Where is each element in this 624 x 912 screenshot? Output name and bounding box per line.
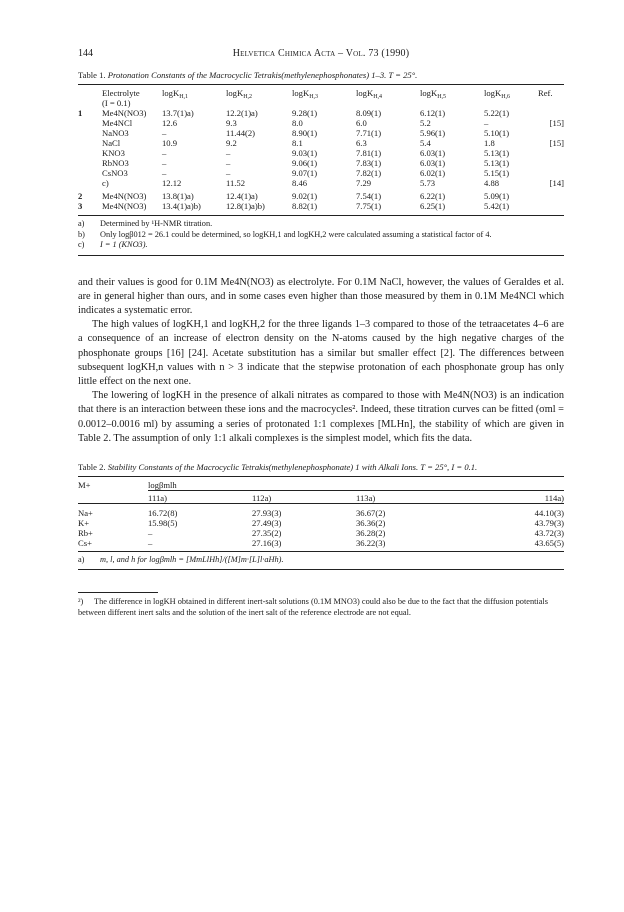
table2-row [78, 503, 564, 518]
table1-value-cell: 8.1 [292, 138, 303, 148]
table1-value-cell: 13.4(1)a)b) [162, 201, 201, 211]
table2-sub-114: 114a) [460, 490, 564, 503]
table1-ligand-cell [78, 148, 102, 158]
table1-footnote-mark: b) [78, 229, 85, 239]
table1-value-cell: 7.54(1) [356, 191, 382, 201]
table1-value-cell: 7.82(1) [356, 168, 382, 178]
table1-value-cell: 5.2 [420, 118, 431, 128]
table1-footnote-text: I = 1 (KNO3). [100, 240, 148, 249]
table2-value-cell: 43.79(3) [534, 517, 564, 528]
table1-row [78, 128, 564, 138]
table1-value-cell: 9.2 [226, 138, 237, 148]
table2-row [78, 538, 564, 548]
table2-value-cell: – [148, 537, 153, 548]
table1-value-cell [538, 201, 564, 211]
page-number: 144 [78, 48, 93, 59]
journal-title: Helvetica Chimica Acta – Vol. 73 (1990) [232, 48, 410, 59]
table1-electrolyte-cell: Me4N(NO3) [102, 108, 147, 118]
paragraph-3: The lowering of logKH in the presence of alkali nitrates as compared to those with Me4N(NO3) is an indication that there is an interaction between these ions and the macrocycles². Indeed, these titration curves can be fitted (σml = 0.0012–0.0016 ml) by assuming a series of protonated 1:1 complexes [MLHn], the stability of which are given in Table 2. The assumption of only 1:1 alkali complexes is the simplest model, which fits the data. [78, 390, 564, 444]
table1-value-cell: 13.7(1)a) [162, 108, 194, 118]
table2-value-cell: 27.16(3) [252, 537, 282, 548]
table1-value-cell: 5.4 [420, 138, 431, 148]
table1-end-rule [78, 255, 564, 256]
table1-value-cell: 12.2(1)a) [226, 108, 258, 118]
table1-electrolyte-cell: Me4N(NO3) [102, 201, 147, 211]
table1-ligand-cell: 1 [78, 108, 83, 118]
table1-value-cell: 7.71(1) [356, 128, 382, 138]
table1-footnote-mark: a) [78, 219, 85, 228]
table1-value-cell: [14] [549, 178, 564, 188]
table1-footnote [78, 219, 564, 230]
table2-value-cell: 27.93(3) [252, 507, 282, 518]
table2-value-cell: 43.65(5) [534, 537, 564, 548]
table1-value-cell: 4.88 [484, 178, 500, 188]
table2-ion-cell: Rb+ [78, 527, 93, 538]
table2-value-cell: 27.35(2) [252, 527, 282, 538]
table1-footnote [78, 240, 564, 251]
table1 [78, 88, 564, 211]
table1-electrolyte-cell: c) [102, 178, 109, 188]
table2-value-cell: 36.67(2) [356, 507, 386, 518]
table1-value-cell: 10.9 [162, 138, 178, 148]
table1-value-cell: 12.6 [162, 118, 178, 128]
table1-value-cell: 6.03(1) [420, 158, 446, 168]
table2-caption-text: Stability Constants of the Macrocyclic Tetrakis(methylenephosphonate) 1 with Alkali Ions. T = 25°, I = 0.1. [107, 461, 478, 472]
table1-footnote-text: Only logβ012 = 26.1 could be determined, so logKH,1 and logKH,2 were calculated assuming a statistical factor of 4. [100, 229, 492, 239]
table1-value-cell: – [484, 118, 489, 128]
table1-value-cell: 8.0 [292, 118, 303, 128]
table2-value-cell: 36.22(3) [356, 537, 386, 548]
table1-value-cell: 6.22(1) [420, 191, 446, 201]
table1-ligand-cell: 3 [78, 201, 83, 211]
paragraph-1: and their values is good for 0.1M Me4N(NO3) as electrolyte. For 0.1M NaCl, however, the values of Geraldes et al. are in general higher than ours, and in some cases even higher than those measured by them in 0.1M Me4NCl which indicates a systematic error. [78, 276, 564, 316]
table1-value-cell: 5.73 [420, 178, 436, 188]
table2-group-header: logβmlh [148, 479, 177, 490]
table1-value-cell: 8.82(1) [292, 201, 318, 211]
table1-value-cell: 5.09(1) [484, 191, 510, 201]
table1-row [78, 148, 564, 158]
table2-top-rule [78, 476, 564, 477]
table1-bottom-rule [78, 215, 564, 216]
table1-row [78, 178, 564, 188]
page-footnote [78, 597, 564, 618]
table2-value-cell: – [148, 527, 153, 538]
table1-ligand-cell [78, 138, 102, 148]
table1-value-cell [538, 188, 564, 201]
paragraph-2: The high values of logKH,1 and logKH,2 for the three ligands 1–3 compared to those of the tetraacetates 4–6 are a consequence of an increase of electron density on the N-atoms caused by the high negative charges of the phosphonate groups [16] [24]. Acetate substitution has a similar but smaller effect [2]. The differences between subsequent logKH,n values with n > 3 indicate that the stepwise protonation of each phosphonate group has only little effect on the next one. [78, 319, 564, 387]
table2-row [78, 528, 564, 538]
table2-value-cell: 36.28(2) [356, 527, 386, 538]
table1-value-cell: 7.81(1) [356, 148, 382, 158]
table2-caption [78, 462, 564, 473]
table1-value-cell: 5.96(1) [420, 128, 446, 138]
table1-ligand-cell [78, 118, 102, 128]
page-footnote-text: The difference in logKH obtained in different inert-salt solutions (0.1M MNO3) could also be due to the fact that the diffusion potentials between different inert salts and the solution of the inert salt of the reference electrode are not equal. [78, 597, 548, 617]
table1-footnote-text: Determined by ¹H-NMR titration. [100, 219, 213, 228]
table1-electrolyte-cell: KNO3 [102, 148, 125, 158]
page-footnote-mark: ²) [78, 597, 84, 607]
table1-electrolyte-cell: CsNO3 [102, 168, 128, 178]
table1-value-cell: – [226, 158, 231, 168]
table1-value-cell: 7.75(1) [356, 201, 382, 211]
table2-sub-113: 113a) [356, 490, 460, 503]
table1-value-cell: 6.3 [356, 138, 367, 148]
table1-value-cell: – [162, 168, 167, 178]
table1-value-cell: 8.09(1) [356, 108, 382, 118]
table1-value-cell: 9.02(1) [292, 191, 318, 201]
table2-sub-111: 111a) [148, 490, 252, 503]
table1-value-cell: 13.8(1)a) [162, 191, 194, 201]
table2-value-cell: 27.49(3) [252, 517, 282, 528]
table2-value-cell: 43.72(3) [534, 527, 564, 538]
table1-value-cell: 8.90(1) [292, 128, 318, 138]
table1-value-cell: 6.02(1) [420, 168, 446, 178]
table1-row [78, 168, 564, 178]
table1-row [78, 188, 564, 201]
table2-sub-112: 112a) [252, 490, 356, 503]
table1-ligand-cell [78, 158, 102, 168]
table1-value-cell: 5.15(1) [484, 168, 510, 178]
table1-ligand-cell: 2 [78, 191, 83, 201]
table1-ligand-cell [78, 168, 102, 178]
footnote-separator [78, 592, 158, 593]
table1-value-cell: 7.83(1) [356, 158, 382, 168]
table1-value-cell: – [162, 148, 167, 158]
table2-ion-cell: K+ [78, 517, 90, 528]
table1-header-k3: logK$_{H,3}$ [292, 88, 319, 100]
table1-electrolyte-cell: Me4NCl [102, 118, 133, 128]
table2-row [78, 518, 564, 528]
table1-value-cell: [15] [549, 138, 564, 148]
table1-value-cell [538, 128, 564, 138]
table1-value-cell: 12.12 [162, 178, 182, 188]
table1-row [78, 158, 564, 168]
table1-value-cell: 7.29 [356, 178, 372, 188]
table1-row [78, 201, 564, 211]
table1-footnotes [78, 219, 564, 251]
table1-caption-label: Table 1. [78, 70, 106, 80]
body-text [78, 276, 564, 446]
table1-ligand-cell [78, 178, 102, 188]
table1-value-cell: – [162, 128, 167, 138]
table1-top-rule [78, 84, 564, 85]
table1-electrolyte-cell: NaCl [102, 138, 121, 148]
table1-value-cell: – [226, 148, 231, 158]
table1-value-cell: – [226, 168, 231, 178]
table1-value-cell: 5.13(1) [484, 148, 510, 158]
table2-end-rule [78, 569, 564, 570]
table2-footnote-mark: a) [78, 554, 85, 564]
table2-value-cell: 44.10(3) [534, 507, 564, 518]
table1-row [78, 108, 564, 118]
table1-footnote-mark: c) [78, 240, 85, 249]
table1-value-cell: 6.0 [356, 118, 367, 128]
table1-value-cell: 5.22(1) [484, 108, 510, 118]
table1-value-cell: 6.25(1) [420, 201, 446, 211]
table1-row [78, 118, 564, 128]
table1-value-cell: 11.44(2) [226, 128, 256, 138]
table2-header-row [78, 480, 564, 491]
table1-ligand-cell [78, 128, 102, 138]
table2-value-cell: 16.72(8) [148, 507, 178, 518]
table2-ion-cell: Cs+ [78, 537, 92, 548]
table1-value-cell [538, 108, 564, 118]
table1-value-cell: 6.03(1) [420, 148, 446, 158]
table1-caption [78, 70, 564, 81]
table1-value-cell: 5.13(1) [484, 158, 510, 168]
table1-electrolyte-cell: Me4N(NO3) [102, 191, 147, 201]
table1-value-cell [538, 158, 564, 168]
table1-value-cell: 9.28(1) [292, 108, 318, 118]
page [78, 48, 564, 618]
table1-header-k5: logK$_{H,5}$ [420, 88, 447, 100]
table1-value-cell: [15] [549, 118, 564, 128]
table2 [78, 480, 564, 548]
table1-value-cell: 5.10(1) [484, 128, 510, 138]
table1-caption-text: Protonation Constants of the Macrocyclic Tetrakis(methylenephosphonates) 1–3. T = 25°. [107, 70, 418, 80]
table1-header-electrolyte: Electrolyte (I = 0.1) [102, 88, 140, 108]
table1-electrolyte-cell: NaNO3 [102, 128, 129, 138]
table1-value-cell: 9.03(1) [292, 148, 318, 158]
table1-header-k1: logK$_{H,1}$ [162, 88, 189, 100]
table2-value-cell: 36.36(2) [356, 517, 386, 528]
table1-value-cell: 9.3 [226, 118, 237, 128]
table1-row [78, 138, 564, 148]
table1-value-cell: 8.46 [292, 178, 308, 188]
table1-value-cell: 11.52 [226, 178, 246, 188]
table1-value-cell: 1.8 [484, 138, 495, 148]
table1-value-cell: 12.4(1)a) [226, 191, 258, 201]
table1-header-k6: logK$_{H,6}$ [484, 88, 511, 100]
table2-header-ion: M+ [78, 479, 91, 490]
table1-header-row [78, 88, 564, 108]
table2-ion-cell: Na+ [78, 507, 93, 518]
table1-value-cell: – [162, 158, 167, 168]
table2-subheader-row [78, 490, 564, 503]
table1-value-cell: 12.8(1)a)b) [226, 201, 265, 211]
running-header [78, 48, 564, 62]
table1-value-cell: 6.12(1) [420, 108, 446, 118]
table1-value-cell: 9.06(1) [292, 158, 318, 168]
table2-footnote [78, 555, 564, 566]
table1-value-cell [538, 148, 564, 158]
table1-footnote [78, 230, 564, 241]
table1-header-ref: Ref. [538, 88, 553, 98]
table2-footnote-text: m, l, and h for logβmlh = [MmLlHh]/([M]m·[L]l·aHh). [100, 554, 284, 564]
table1-header-k4: logK$_{H,4}$ [356, 88, 383, 100]
table2-value-cell: 15.98(5) [148, 517, 178, 528]
table2-bottom-rule [78, 551, 564, 552]
table1-header-k2: logK$_{H,2}$ [226, 88, 253, 100]
table2-caption-label: Table 2. [78, 461, 106, 472]
table1-value-cell [538, 168, 564, 178]
table1-electrolyte-cell: RbNO3 [102, 158, 129, 168]
table1-value-cell: 5.42(1) [484, 201, 510, 211]
table1-value-cell: 9.07(1) [292, 168, 318, 178]
